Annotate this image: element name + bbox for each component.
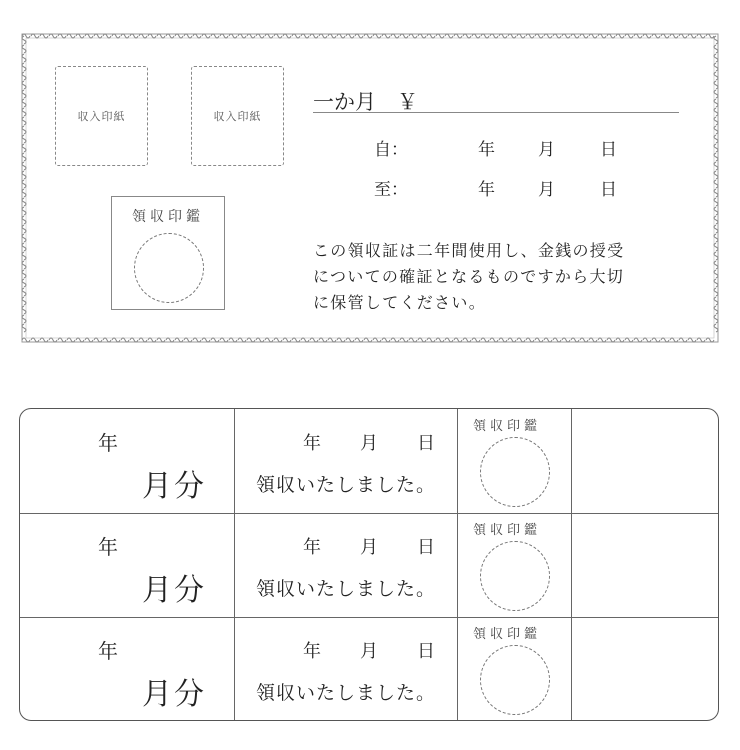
row-divider — [20, 617, 718, 618]
border-swirl — [265, 338, 273, 342]
border-swirl — [22, 144, 26, 152]
border-swirl — [714, 207, 718, 215]
border-swirl — [714, 261, 718, 269]
border-swirl — [85, 34, 93, 38]
border-swirl — [697, 34, 705, 38]
border-swirl — [706, 34, 714, 38]
border-swirl — [139, 338, 147, 342]
border-swirl — [85, 338, 93, 342]
date-year: 年 — [303, 433, 321, 454]
border-swirl — [616, 338, 624, 342]
border-swirl — [130, 34, 138, 38]
border-swirl — [229, 34, 237, 38]
border-swirl — [220, 338, 228, 342]
border-swirl — [22, 54, 26, 62]
date-month: 月 — [360, 537, 378, 558]
border-swirl — [202, 338, 210, 342]
revenue-stamp-label: 収入印紙 — [77, 110, 126, 123]
coupon-month-label: 月分 — [142, 469, 206, 504]
period-to-year: 年 — [478, 180, 495, 200]
coupon-seal-label: 領収印鑑 — [473, 419, 542, 434]
coupon-year: 年 — [98, 535, 118, 559]
border-swirl — [256, 34, 264, 38]
border-swirl — [714, 252, 718, 260]
border-swirl — [67, 338, 75, 342]
border-swirl — [265, 34, 273, 38]
border-swirl — [714, 108, 718, 116]
border-swirl — [714, 216, 718, 224]
border-swirl — [714, 234, 718, 242]
border-swirl — [337, 338, 345, 342]
border-swirl — [714, 162, 718, 170]
border-swirl — [310, 34, 318, 38]
border-swirl — [714, 90, 718, 98]
border-swirl — [499, 338, 507, 342]
border-swirl — [76, 34, 84, 38]
border-swirl — [714, 99, 718, 107]
border-swirl — [508, 338, 516, 342]
border-swirl — [22, 108, 26, 116]
border-swirl — [436, 34, 444, 38]
border-swirl — [714, 315, 718, 323]
border-swirl — [310, 338, 318, 342]
border-swirl — [184, 338, 192, 342]
border-swirl — [607, 338, 615, 342]
coupon-seal-label: 領収印鑑 — [473, 523, 542, 538]
border-swirl — [121, 34, 129, 38]
border-swirl — [274, 338, 282, 342]
border-swirl — [67, 34, 75, 38]
notice-line: に保管してください。 — [313, 293, 487, 312]
border-swirl — [22, 99, 26, 107]
border-swirl — [355, 338, 363, 342]
border-swirl — [346, 34, 354, 38]
border-swirl — [247, 34, 255, 38]
border-swirl — [22, 72, 26, 80]
border-swirl — [714, 270, 718, 278]
border-swirl — [445, 338, 453, 342]
border-swirl — [166, 34, 174, 38]
border-swirl — [643, 34, 651, 38]
border-swirl — [391, 34, 399, 38]
border-swirl — [22, 216, 26, 224]
border-swirl — [535, 338, 543, 342]
border-swirl — [238, 338, 246, 342]
border-swirl — [373, 338, 381, 342]
border-swirl — [49, 338, 57, 342]
border-swirl — [580, 338, 588, 342]
border-swirl — [22, 81, 26, 89]
border-swirl — [409, 338, 417, 342]
border-swirl — [714, 225, 718, 233]
border-swirl — [382, 34, 390, 38]
border-swirl — [22, 63, 26, 71]
coupon-seal-circle — [480, 645, 550, 715]
border-swirl — [31, 338, 39, 342]
period-to-day: 日 — [600, 180, 617, 200]
border-swirl — [319, 338, 327, 342]
border-swirl — [714, 117, 718, 125]
border-swirl — [220, 34, 228, 38]
border-swirl — [544, 338, 552, 342]
border-swirl — [130, 338, 138, 342]
border-swirl — [714, 45, 718, 53]
date-year: 年 — [303, 641, 321, 662]
border-swirl — [94, 338, 102, 342]
border-swirl — [193, 338, 201, 342]
border-swirl — [373, 34, 381, 38]
border-swirl — [58, 34, 66, 38]
border-swirl — [634, 338, 642, 342]
border-swirl — [490, 34, 498, 38]
period-to-label: 至： — [374, 180, 408, 200]
border-swirl — [382, 338, 390, 342]
border-swirl — [562, 34, 570, 38]
border-swirl — [112, 338, 120, 342]
border-swirl — [652, 338, 660, 342]
border-swirl — [229, 338, 237, 342]
border-swirl — [391, 338, 399, 342]
border-swirl — [661, 338, 669, 342]
date-month: 月 — [360, 433, 378, 454]
border-swirl — [256, 338, 264, 342]
border-swirl — [714, 81, 718, 89]
border-swirl — [714, 126, 718, 134]
border-swirl — [22, 162, 26, 170]
border-swirl — [589, 338, 597, 342]
coupon-month-label: 月分 — [142, 677, 206, 712]
border-swirl — [625, 338, 633, 342]
border-swirl — [427, 34, 435, 38]
border-swirl — [589, 34, 597, 38]
border-swirl — [454, 34, 462, 38]
border-swirl — [22, 270, 26, 278]
border-swirl — [580, 34, 588, 38]
border-swirl — [714, 135, 718, 143]
border-swirl — [184, 34, 192, 38]
border-swirl — [679, 338, 687, 342]
border-swirl — [292, 338, 300, 342]
border-swirl — [22, 189, 26, 197]
border-swirl — [238, 34, 246, 38]
date-month: 月 — [360, 641, 378, 662]
border-swirl — [103, 338, 111, 342]
border-swirl — [22, 45, 26, 53]
coupon-seal-circle — [480, 541, 550, 611]
border-swirl — [139, 34, 147, 38]
border-swirl — [22, 243, 26, 251]
border-swirl — [193, 34, 201, 38]
border-swirl — [346, 338, 354, 342]
border-swirl — [400, 338, 408, 342]
border-swirl — [364, 338, 372, 342]
border-swirl — [679, 34, 687, 38]
border-swirl — [22, 306, 26, 314]
border-swirl — [22, 315, 26, 323]
border-swirl — [22, 117, 26, 125]
border-swirl — [445, 34, 453, 38]
border-swirl — [598, 338, 606, 342]
column-divider — [571, 409, 572, 720]
border-swirl — [706, 338, 714, 342]
border-swirl — [22, 90, 26, 98]
border-swirl — [598, 34, 606, 38]
border-swirl — [22, 36, 26, 44]
border-swirl — [481, 34, 489, 38]
border-swirl — [157, 34, 165, 38]
border-swirl — [714, 297, 718, 305]
border-swirl — [112, 34, 120, 38]
border-swirl — [714, 180, 718, 188]
border-swirl — [40, 34, 48, 38]
received-text: 領収いたしました。 — [256, 682, 437, 704]
border-swirl — [22, 324, 26, 332]
border-swirl — [714, 153, 718, 161]
border-swirl — [274, 34, 282, 38]
border-swirl — [714, 54, 718, 62]
border-swirl — [697, 338, 705, 342]
border-swirl — [418, 338, 426, 342]
border-swirl — [714, 324, 718, 332]
border-swirl — [58, 338, 66, 342]
border-swirl — [175, 34, 183, 38]
border-swirl — [499, 34, 507, 38]
border-swirl — [22, 288, 26, 296]
column-divider — [457, 409, 458, 720]
border-swirl — [562, 338, 570, 342]
border-swirl — [22, 234, 26, 242]
border-swirl — [22, 297, 26, 305]
border-swirl — [508, 34, 516, 38]
border-swirl — [40, 338, 48, 342]
border-swirl — [103, 34, 111, 38]
border-swirl — [148, 338, 156, 342]
coupon-seal-circle — [480, 437, 550, 507]
revenue-stamp-box-2 — [191, 66, 284, 166]
notice-line: についての確証となるものですから大切 — [313, 267, 625, 286]
border-swirl — [652, 34, 660, 38]
border-swirl — [670, 338, 678, 342]
border-swirl — [22, 171, 26, 179]
period-from-month: 月 — [538, 140, 555, 160]
column-divider — [234, 409, 235, 720]
amount-label: 一か月 ￥ — [313, 90, 418, 114]
border-swirl — [661, 34, 669, 38]
border-swirl — [328, 338, 336, 342]
border-swirl — [571, 338, 579, 342]
border-swirl — [670, 34, 678, 38]
date-year: 年 — [303, 537, 321, 558]
border-swirl — [714, 189, 718, 197]
border-swirl — [544, 34, 552, 38]
border-swirl — [517, 34, 525, 38]
border-swirl — [553, 338, 561, 342]
border-swirl — [535, 34, 543, 38]
border-swirl — [31, 34, 39, 38]
border-swirl — [22, 180, 26, 188]
border-swirl — [283, 338, 291, 342]
border-swirl — [76, 338, 84, 342]
border-swirl — [714, 171, 718, 179]
border-swirl — [418, 34, 426, 38]
date-day: 日 — [417, 433, 435, 454]
border-swirl — [22, 153, 26, 161]
border-swirl — [301, 338, 309, 342]
border-swirl — [211, 338, 219, 342]
seal-label: 領収印鑑 — [132, 209, 204, 225]
border-swirl — [22, 207, 26, 215]
border-swirl — [714, 306, 718, 314]
border-swirl — [472, 338, 480, 342]
coupon-year: 年 — [98, 639, 118, 663]
border-swirl — [292, 34, 300, 38]
border-swirl — [283, 34, 291, 38]
received-text: 領収いたしました。 — [256, 578, 437, 600]
row-divider — [20, 513, 718, 514]
border-swirl — [94, 34, 102, 38]
border-swirl — [714, 243, 718, 251]
border-swirl — [553, 34, 561, 38]
border-swirl — [22, 279, 26, 287]
border-swirl — [22, 198, 26, 206]
notice-line: この領収証は二年間使用し、金銭の授受 — [313, 241, 625, 260]
border-swirl — [22, 261, 26, 269]
border-swirl — [643, 338, 651, 342]
border-swirl — [714, 63, 718, 71]
received-text: 領収いたしました。 — [256, 474, 437, 496]
border-swirl — [22, 338, 30, 342]
border-swirl — [463, 338, 471, 342]
border-swirl — [714, 144, 718, 152]
border-swirl — [714, 279, 718, 287]
border-swirl — [409, 34, 417, 38]
border-swirl — [616, 34, 624, 38]
period-from-day: 日 — [600, 140, 617, 160]
border-swirl — [427, 338, 435, 342]
revenue-stamp-label: 収入印紙 — [213, 110, 262, 123]
border-swirl — [166, 338, 174, 342]
border-swirl — [175, 338, 183, 342]
border-swirl — [247, 338, 255, 342]
date-day: 日 — [417, 537, 435, 558]
border-swirl — [121, 338, 129, 342]
revenue-stamp-box-1 — [55, 66, 148, 166]
border-swirl — [337, 34, 345, 38]
border-swirl — [22, 135, 26, 143]
border-swirl — [22, 252, 26, 260]
border-swirl — [625, 34, 633, 38]
border-swirl — [202, 34, 210, 38]
border-swirl — [571, 34, 579, 38]
period-from-label: 自： — [374, 140, 408, 160]
border-swirl — [526, 338, 534, 342]
border-swirl — [355, 34, 363, 38]
receipt-seal-box — [111, 196, 225, 310]
date-day: 日 — [417, 641, 435, 662]
border-swirl — [714, 36, 718, 44]
border-swirl — [157, 338, 165, 342]
coupon-seal-label: 領収印鑑 — [473, 627, 542, 642]
border-swirl — [472, 34, 480, 38]
coupon-year: 年 — [98, 431, 118, 455]
border-swirl — [301, 34, 309, 38]
border-swirl — [463, 34, 471, 38]
border-swirl — [22, 225, 26, 233]
border-swirl — [364, 34, 372, 38]
coupon-month-label: 月分 — [142, 573, 206, 608]
border-swirl — [436, 338, 444, 342]
border-swirl — [688, 338, 696, 342]
period-to-month: 月 — [538, 180, 555, 200]
border-swirl — [688, 34, 696, 38]
border-swirl — [634, 34, 642, 38]
period-from-year: 年 — [478, 140, 495, 160]
border-swirl — [517, 338, 525, 342]
border-swirl — [714, 72, 718, 80]
border-swirl — [481, 338, 489, 342]
border-swirl — [607, 34, 615, 38]
border-swirl — [49, 34, 57, 38]
border-swirl — [211, 34, 219, 38]
border-swirl — [714, 198, 718, 206]
border-swirl — [400, 34, 408, 38]
border-swirl — [714, 288, 718, 296]
border-swirl — [526, 34, 534, 38]
border-swirl — [319, 34, 327, 38]
coupon-table — [19, 408, 719, 721]
notice-text — [313, 238, 693, 316]
border-swirl — [490, 338, 498, 342]
seal-circle — [134, 233, 204, 303]
border-swirl — [22, 126, 26, 134]
border-swirl — [328, 34, 336, 38]
amount-field — [313, 86, 679, 113]
border-swirl — [148, 34, 156, 38]
border-swirl — [454, 338, 462, 342]
